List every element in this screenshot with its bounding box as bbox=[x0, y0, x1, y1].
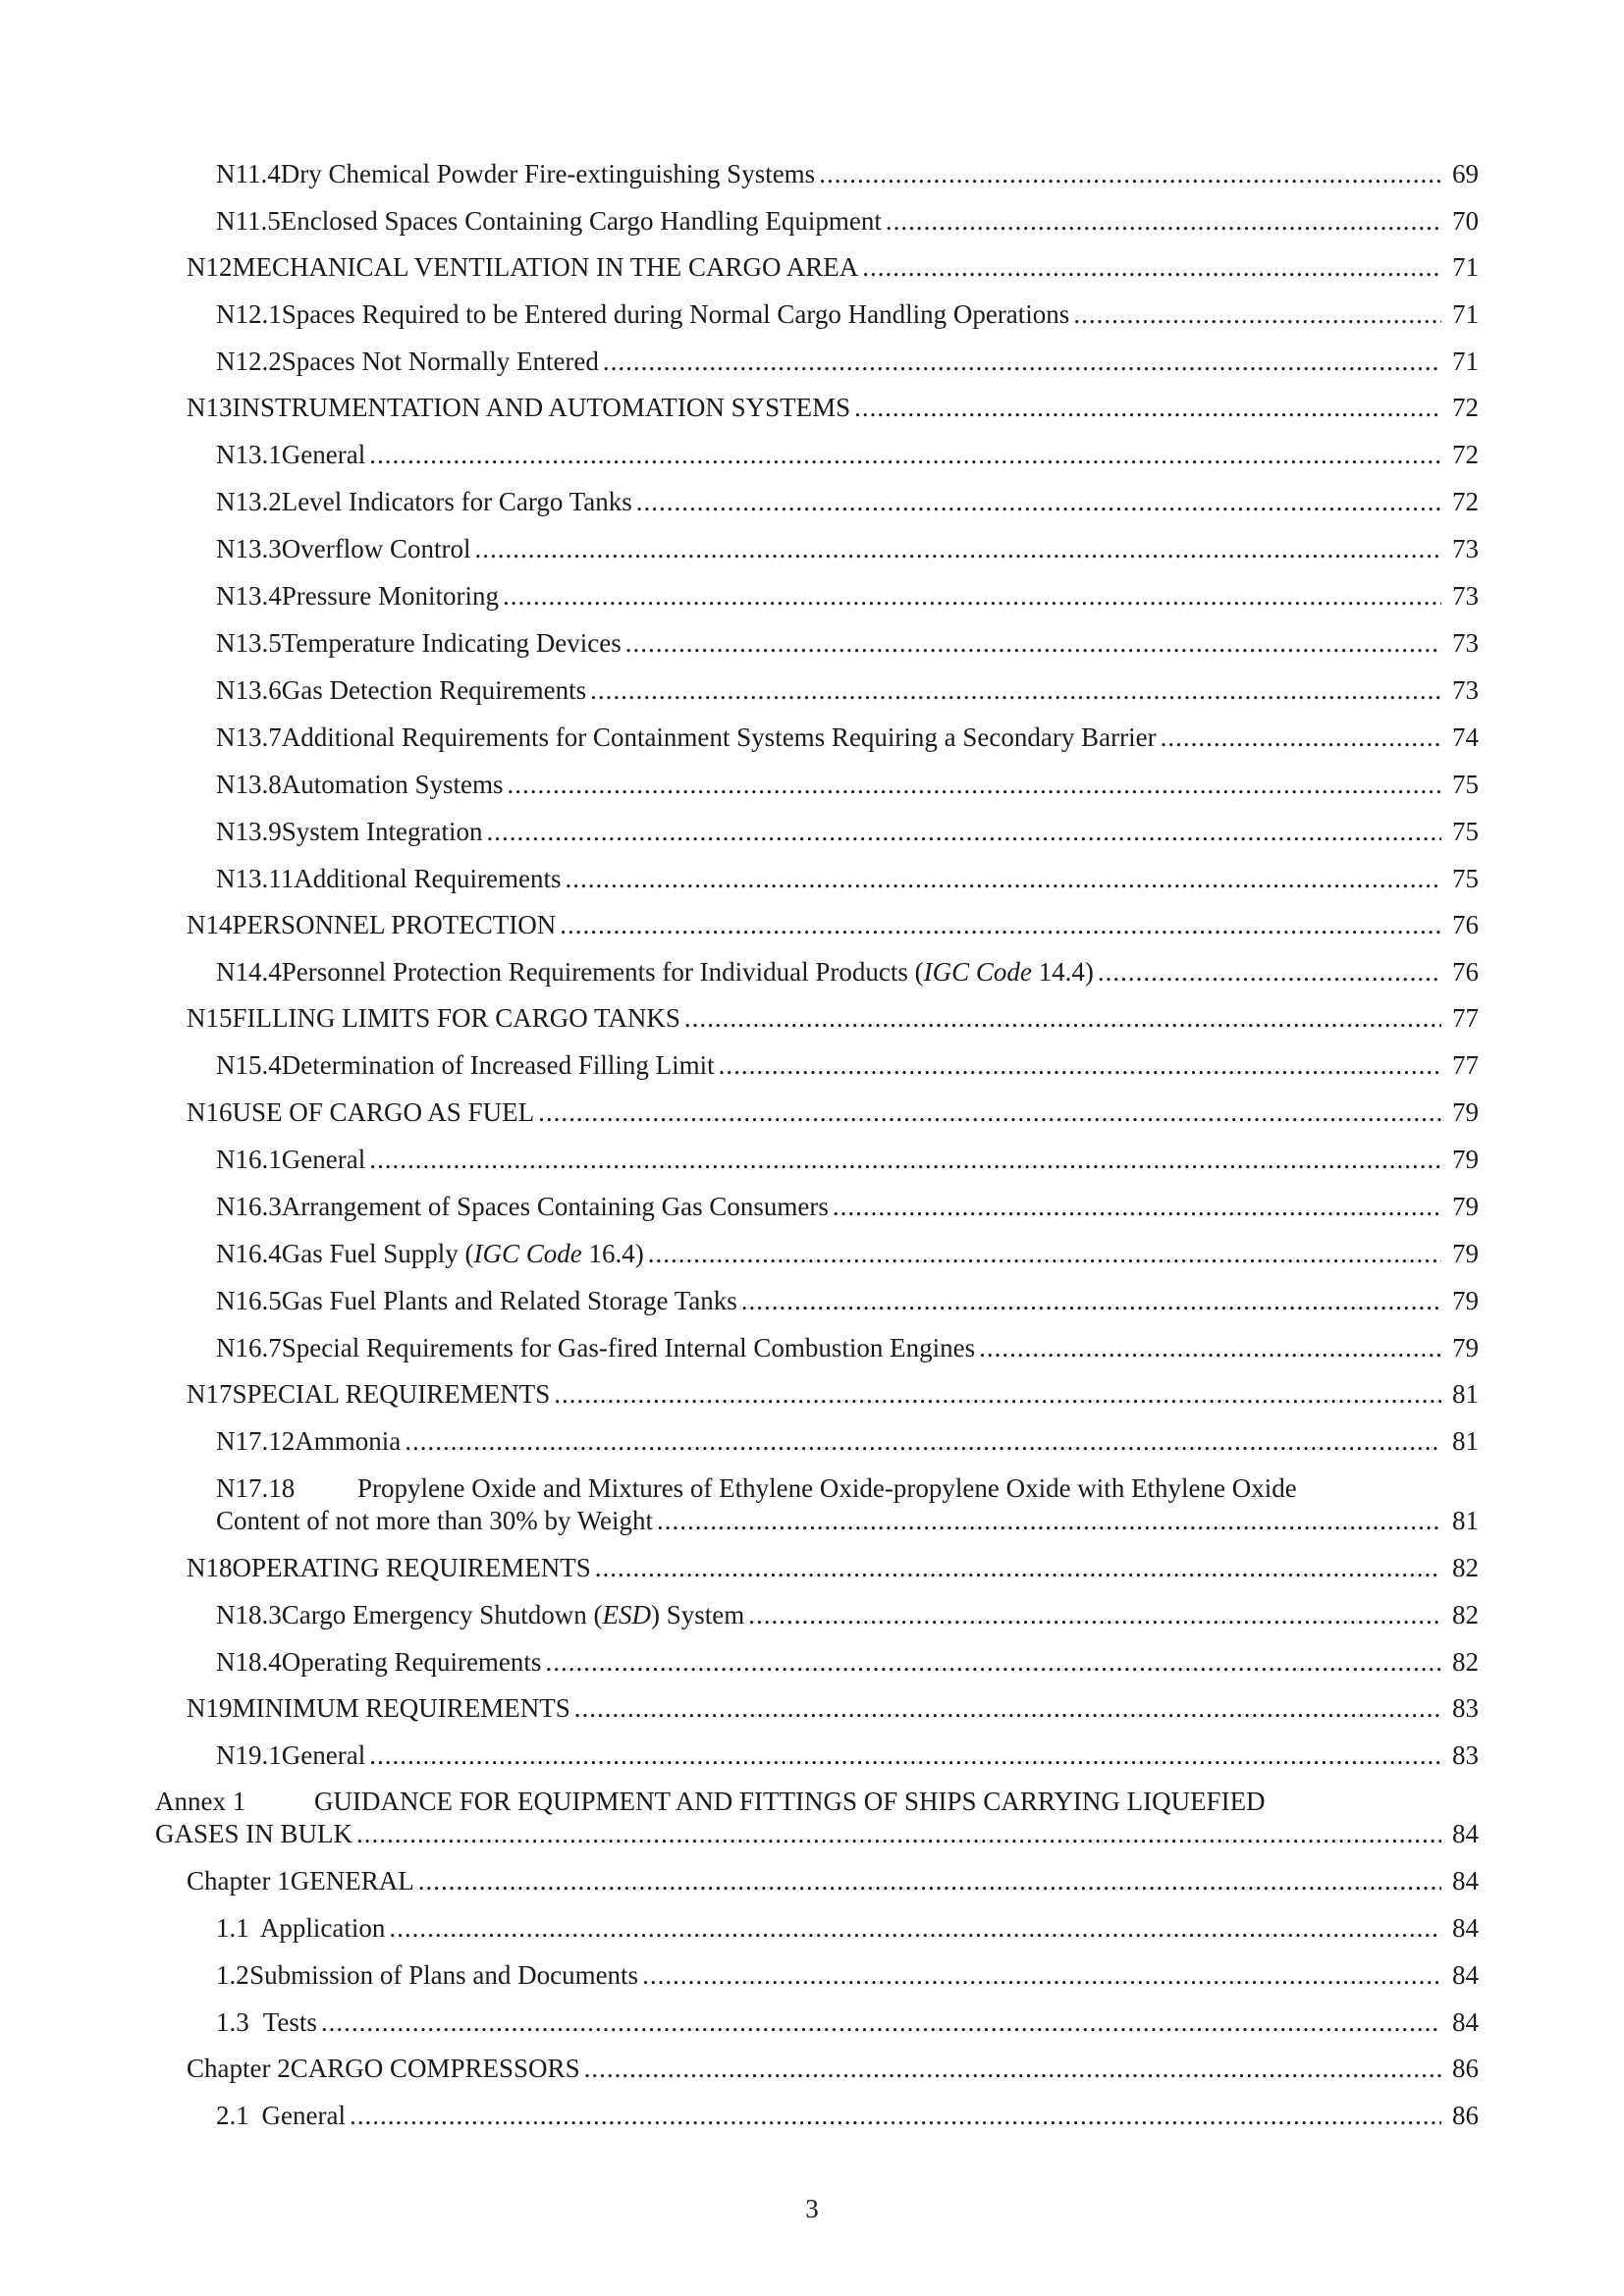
toc-line bbox=[187, 392, 1479, 424]
toc-page: 69 bbox=[1452, 159, 1479, 188]
toc-title-text: GUIDANCE FOR EQUIPMENT AND FITTINGS OF SHIPS CARRYING LIQUEFIED bbox=[314, 1787, 1266, 1816]
toc-entry[interactable] bbox=[0, 1285, 1624, 1317]
toc-entry[interactable] bbox=[0, 580, 1624, 613]
toc-number: N16.3 bbox=[216, 1192, 282, 1221]
toc-entry[interactable] bbox=[0, 1332, 1624, 1364]
toc-number: N18.4 bbox=[216, 1647, 282, 1677]
toc-line bbox=[187, 1378, 1479, 1411]
toc-title bbox=[282, 439, 365, 471]
toc-title-text: Dry Chemical Powder Fire-extinguishing Systems bbox=[280, 159, 816, 188]
toc-title bbox=[282, 1599, 744, 1631]
dot-leader bbox=[648, 1238, 1441, 1270]
toc-number: Chapter 1 bbox=[187, 1866, 291, 1896]
dot-leader bbox=[545, 1646, 1441, 1679]
toc-title-text: Spaces Not Normally Entered bbox=[281, 347, 599, 376]
dot-leader bbox=[854, 392, 1441, 424]
toc-number: Annex 1 bbox=[155, 1787, 246, 1816]
toc-page: 71 bbox=[1452, 252, 1479, 282]
toc-page: 84 bbox=[1452, 1866, 1479, 1896]
toc-number: N13.11 bbox=[216, 864, 295, 893]
toc-entry[interactable] bbox=[0, 1786, 1624, 1850]
dot-leader bbox=[554, 1378, 1441, 1411]
toc-number: N13.6 bbox=[216, 675, 282, 705]
toc-line bbox=[216, 721, 1479, 754]
toc-title bbox=[233, 1692, 570, 1725]
dot-leader bbox=[560, 909, 1441, 941]
toc-title-text: Additional Requirements for Containment Systems Requiring a Secondary Barrier bbox=[281, 722, 1157, 752]
toc-title-text: Spaces Required to be Entered during Normal Cargo Handling Operations bbox=[281, 299, 1070, 329]
toc-title bbox=[233, 909, 557, 941]
toc-number: N17.12 bbox=[216, 1426, 296, 1456]
toc-line bbox=[216, 580, 1479, 613]
toc-page: 81 bbox=[1452, 1426, 1479, 1456]
toc-line bbox=[216, 439, 1479, 471]
toc-title-text: FILLING LIMITS FOR CARGO TANKS bbox=[232, 1003, 680, 1033]
toc-entry[interactable] bbox=[0, 1599, 1624, 1631]
toc-title bbox=[249, 1959, 638, 1992]
toc-title-text: OPERATING REQUIREMENTS bbox=[232, 1553, 591, 1582]
toc-page: 84 bbox=[1452, 2007, 1479, 2037]
toc-entry[interactable] bbox=[0, 1238, 1624, 1270]
toc-number: N14 bbox=[187, 910, 233, 939]
toc-entry[interactable] bbox=[0, 1378, 1624, 1411]
toc-title bbox=[282, 816, 483, 848]
toc-number: N16.1 bbox=[216, 1145, 282, 1174]
toc-entry[interactable] bbox=[0, 158, 1624, 190]
dot-leader bbox=[657, 1505, 1441, 1537]
toc-page: 70 bbox=[1452, 206, 1479, 236]
toc-title bbox=[291, 1865, 414, 1897]
toc-page: 73 bbox=[1452, 628, 1479, 658]
toc-line bbox=[216, 1739, 1479, 1772]
dot-leader bbox=[369, 1739, 1441, 1772]
toc-page: 77 bbox=[1452, 1050, 1479, 1080]
toc-number: N13.8 bbox=[216, 770, 282, 799]
page-number: 3 bbox=[805, 2194, 819, 2223]
toc-page: 74 bbox=[1452, 722, 1479, 752]
toc-number: N14.4 bbox=[216, 957, 282, 987]
toc-line bbox=[216, 1425, 1479, 1458]
dot-leader bbox=[636, 486, 1441, 518]
toc-line bbox=[216, 1191, 1479, 1223]
toc-title bbox=[282, 674, 586, 707]
toc-title bbox=[282, 346, 599, 378]
toc-page: 86 bbox=[1452, 2101, 1479, 2130]
toc-number: 1.2 bbox=[216, 1960, 249, 1990]
dot-leader bbox=[719, 1049, 1441, 1082]
toc-title-text: Tests bbox=[262, 2007, 317, 2037]
dot-leader bbox=[590, 674, 1441, 707]
toc-page: 76 bbox=[1452, 957, 1479, 987]
toc-page: 79 bbox=[1452, 1239, 1479, 1268]
toc-title bbox=[233, 251, 859, 284]
toc-title bbox=[282, 1191, 829, 1223]
toc-line bbox=[216, 956, 1479, 988]
dot-leader bbox=[418, 1865, 1441, 1897]
toc-entry[interactable] bbox=[0, 2006, 1624, 2039]
toc-entry[interactable] bbox=[0, 1002, 1624, 1035]
toc-page: 75 bbox=[1452, 864, 1479, 893]
toc-page: 79 bbox=[1452, 1192, 1479, 1221]
toc-entry[interactable] bbox=[0, 2100, 1624, 2132]
toc-title-text: MINIMUM REQUIREMENTS bbox=[232, 1693, 570, 1723]
toc-number: N11.4 bbox=[216, 159, 281, 188]
toc-number: N19.1 bbox=[216, 1740, 282, 1770]
toc-page: 79 bbox=[1452, 1097, 1479, 1127]
dot-leader bbox=[350, 2100, 1441, 2132]
toc-entry[interactable] bbox=[0, 346, 1624, 378]
toc-entry[interactable] bbox=[0, 1472, 1624, 1537]
toc-number: N18 bbox=[187, 1553, 233, 1582]
toc-title-text: Ammonia bbox=[295, 1426, 402, 1456]
toc-number: N15 bbox=[187, 1003, 233, 1033]
toc-title bbox=[233, 1002, 680, 1035]
toc-number: N12.1 bbox=[216, 299, 282, 329]
toc-line bbox=[216, 1646, 1479, 1679]
toc-line bbox=[187, 251, 1479, 284]
toc-line bbox=[155, 1786, 1479, 1818]
toc-title-italic: IGC Code bbox=[923, 957, 1032, 987]
toc-title bbox=[282, 1049, 715, 1082]
toc-title-text: Gas Fuel Supply ( bbox=[281, 1239, 474, 1268]
toc-page: 73 bbox=[1452, 581, 1479, 611]
toc-number: N19 bbox=[187, 1693, 233, 1723]
dot-leader bbox=[603, 346, 1441, 378]
toc-page: 72 bbox=[1452, 487, 1479, 516]
toc-page: 72 bbox=[1452, 393, 1479, 422]
toc-number: Chapter 2 bbox=[187, 2054, 291, 2083]
toc-title-text: Overflow Control bbox=[281, 534, 471, 563]
toc-number: N13.9 bbox=[216, 817, 282, 846]
toc-entry[interactable] bbox=[0, 1865, 1624, 1897]
dot-leader bbox=[741, 1285, 1441, 1317]
toc-title-text: Propylene Oxide and Mixtures of Ethylene Oxide-propylene Oxide with Ethylene Oxide bbox=[357, 1473, 1297, 1503]
toc-entry[interactable] bbox=[0, 1692, 1624, 1725]
toc-title bbox=[282, 956, 1094, 988]
toc-page: 71 bbox=[1452, 347, 1479, 376]
dot-leader bbox=[1098, 956, 1441, 988]
toc-entry[interactable] bbox=[0, 1144, 1624, 1176]
toc-title-text: Additional Requirements bbox=[294, 864, 562, 893]
toc-number: N16.4 bbox=[216, 1239, 282, 1268]
toc-title-continued: GASES IN BULK bbox=[155, 1819, 353, 1848]
dot-leader bbox=[584, 2053, 1441, 2085]
toc-line bbox=[216, 205, 1479, 238]
toc-title bbox=[282, 533, 471, 565]
toc-line bbox=[187, 2053, 1479, 2085]
toc-title bbox=[282, 1238, 644, 1270]
toc-page: 82 bbox=[1452, 1553, 1479, 1582]
toc-number: N13.3 bbox=[216, 534, 282, 563]
toc-entry[interactable] bbox=[0, 1552, 1624, 1584]
dot-leader bbox=[684, 1002, 1441, 1035]
toc-line bbox=[216, 158, 1479, 190]
toc-entry[interactable] bbox=[0, 1049, 1624, 1082]
toc-title-text-after: 16.4) bbox=[581, 1239, 644, 1268]
toc-line bbox=[216, 1959, 1479, 1992]
toc-entry[interactable] bbox=[0, 533, 1624, 565]
dot-leader bbox=[538, 1096, 1441, 1129]
toc-entry[interactable] bbox=[0, 1096, 1624, 1129]
toc-number: N15.4 bbox=[216, 1050, 282, 1080]
toc-title-text-after: 14.4) bbox=[1031, 957, 1094, 987]
toc-title-text: Cargo Emergency Shutdown ( bbox=[281, 1600, 603, 1629]
toc-line bbox=[216, 1049, 1479, 1082]
toc-entry[interactable] bbox=[0, 909, 1624, 941]
toc-page: 79 bbox=[1452, 1286, 1479, 1315]
toc-title-text: Application bbox=[259, 1913, 386, 1943]
dot-leader bbox=[862, 251, 1441, 284]
toc-title-text: Special Requirements for Gas-fired Internal Combustion Engines bbox=[281, 1333, 976, 1362]
toc-title bbox=[282, 298, 1070, 331]
toc-line bbox=[187, 1865, 1479, 1897]
toc-number: N13.7 bbox=[216, 722, 282, 752]
dot-leader bbox=[595, 1552, 1441, 1584]
toc-title bbox=[314, 1786, 1266, 1818]
toc-number: N12 bbox=[187, 252, 233, 282]
toc-entry[interactable] bbox=[0, 863, 1624, 895]
toc-line bbox=[216, 1144, 1479, 1176]
toc-entry[interactable] bbox=[0, 486, 1624, 518]
toc-title-text: General bbox=[281, 440, 366, 469]
toc-page: 75 bbox=[1452, 770, 1479, 799]
toc-page: 81 bbox=[1452, 1506, 1479, 1535]
toc-title-text: System Integration bbox=[281, 817, 483, 846]
toc-title bbox=[262, 2100, 346, 2132]
toc-entry[interactable] bbox=[0, 627, 1624, 660]
dot-leader bbox=[886, 205, 1441, 238]
toc-entry[interactable] bbox=[0, 674, 1624, 707]
toc-title-text: GENERAL bbox=[290, 1866, 414, 1896]
toc-page: 79 bbox=[1452, 1145, 1479, 1174]
dot-leader bbox=[474, 533, 1441, 565]
dot-leader bbox=[625, 627, 1441, 660]
toc-number: 1.3 bbox=[216, 2007, 249, 2037]
toc-line bbox=[216, 1238, 1479, 1270]
toc-entry[interactable] bbox=[0, 439, 1624, 471]
toc-number: N17.18 bbox=[216, 1473, 296, 1503]
dot-leader bbox=[405, 1425, 1441, 1458]
toc-line bbox=[187, 1002, 1479, 1035]
toc-title-text: Gas Detection Requirements bbox=[281, 675, 587, 705]
dot-leader bbox=[574, 1692, 1441, 1725]
toc-title bbox=[357, 1472, 1297, 1505]
toc-title-text-after: ) System bbox=[650, 1600, 745, 1629]
toc-title-text: Personnel Protection Requirements for Individual Products ( bbox=[281, 957, 924, 987]
toc-title-text: Pressure Monitoring bbox=[281, 581, 499, 611]
toc-entry[interactable] bbox=[0, 956, 1624, 988]
toc-title-text: Gas Fuel Plants and Related Storage Tanks bbox=[281, 1286, 737, 1315]
toc-line bbox=[187, 909, 1479, 941]
toc-title bbox=[282, 627, 622, 660]
toc-entry[interactable] bbox=[0, 816, 1624, 848]
dot-leader bbox=[486, 816, 1441, 848]
dot-leader bbox=[321, 2006, 1441, 2039]
toc-title bbox=[282, 1646, 542, 1679]
toc-title bbox=[233, 1096, 535, 1129]
toc-number: N13.5 bbox=[216, 628, 282, 658]
toc-number: N13.1 bbox=[216, 440, 282, 469]
toc-line bbox=[216, 674, 1479, 707]
toc-entry[interactable] bbox=[0, 1425, 1624, 1458]
toc-title bbox=[291, 2053, 580, 2085]
toc-entry[interactable] bbox=[0, 1191, 1624, 1223]
toc-title bbox=[282, 580, 499, 613]
toc-title bbox=[282, 1285, 737, 1317]
toc-line bbox=[216, 2100, 1479, 2132]
dot-leader bbox=[508, 769, 1441, 801]
toc-title-text: USE OF CARGO AS FUEL bbox=[232, 1097, 535, 1127]
toc-page: 71 bbox=[1452, 299, 1479, 329]
toc-line bbox=[216, 816, 1479, 848]
toc-line bbox=[216, 486, 1479, 518]
dot-leader bbox=[369, 439, 1441, 471]
toc-number: N17 bbox=[187, 1379, 233, 1409]
toc-page: 76 bbox=[1452, 910, 1479, 939]
toc-line-continued bbox=[155, 1818, 1479, 1850]
dot-leader bbox=[1161, 721, 1441, 754]
toc-line bbox=[216, 1912, 1479, 1945]
toc-page: 75 bbox=[1452, 817, 1479, 846]
toc-line bbox=[216, 346, 1479, 378]
dot-leader bbox=[819, 158, 1441, 190]
toc-entry[interactable] bbox=[0, 769, 1624, 801]
dot-leader bbox=[979, 1332, 1441, 1364]
toc-number: 1.1 bbox=[216, 1913, 249, 1943]
toc-title bbox=[282, 1144, 365, 1176]
toc-number: N13.2 bbox=[216, 487, 282, 516]
dot-leader bbox=[369, 1144, 1441, 1176]
toc-title-text: Arrangement of Spaces Containing Gas Consumers bbox=[281, 1192, 829, 1221]
toc-number: N13 bbox=[187, 393, 233, 422]
toc-number: N18.3 bbox=[216, 1600, 282, 1629]
toc-page: 86 bbox=[1452, 2054, 1479, 2083]
toc-title-text: Level Indicators for Cargo Tanks bbox=[281, 487, 632, 516]
toc-line bbox=[216, 298, 1479, 331]
toc-title-italic: ESD bbox=[602, 1600, 651, 1629]
toc-line bbox=[216, 863, 1479, 895]
toc-title bbox=[282, 1332, 975, 1364]
toc-title-continued: Content of not more than 30% by Weight bbox=[216, 1506, 654, 1535]
toc-entry[interactable] bbox=[0, 2053, 1624, 2085]
toc-page: 84 bbox=[1452, 1960, 1479, 1990]
toc-title-text: PERSONNEL PROTECTION bbox=[232, 910, 557, 939]
toc-line bbox=[187, 1552, 1479, 1584]
toc-number: N16.7 bbox=[216, 1333, 282, 1362]
toc-title bbox=[233, 392, 851, 424]
toc-line bbox=[216, 1472, 1479, 1505]
toc-line bbox=[216, 1332, 1479, 1364]
toc-line bbox=[216, 1599, 1479, 1631]
toc-page: 77 bbox=[1452, 1003, 1479, 1033]
toc-title bbox=[260, 1912, 385, 1945]
dot-leader bbox=[833, 1191, 1441, 1223]
dot-leader bbox=[1073, 298, 1441, 331]
toc-title bbox=[263, 2006, 317, 2039]
toc-entry[interactable] bbox=[0, 392, 1624, 424]
toc-title-text: Enclosed Spaces Containing Cargo Handling Equipment bbox=[280, 206, 882, 236]
toc-title-text: SPECIAL REQUIREMENTS bbox=[232, 1379, 551, 1409]
toc-number: N11.5 bbox=[216, 206, 281, 236]
toc-line bbox=[216, 2006, 1479, 2039]
toc-line-continued bbox=[216, 1505, 1479, 1537]
toc-title-italic: IGC Code bbox=[473, 1239, 582, 1268]
toc-title bbox=[281, 205, 882, 238]
toc-entry[interactable] bbox=[0, 1646, 1624, 1679]
toc-title-text: MECHANICAL VENTILATION IN THE CARGO AREA bbox=[232, 252, 859, 282]
toc-title bbox=[282, 721, 1157, 754]
toc-title bbox=[282, 1739, 365, 1772]
toc-title bbox=[281, 158, 815, 190]
dot-leader bbox=[356, 1818, 1441, 1850]
dot-leader bbox=[748, 1599, 1441, 1631]
toc-title-text: Determination of Increased Filling Limit bbox=[281, 1050, 715, 1080]
toc-number: N16 bbox=[187, 1097, 233, 1127]
toc-page: 79 bbox=[1452, 1333, 1479, 1362]
toc-number: N16.5 bbox=[216, 1286, 282, 1315]
toc-page: 84 bbox=[1452, 1819, 1479, 1848]
toc-title-text: INSTRUMENTATION AND AUTOMATION SYSTEMS bbox=[232, 393, 851, 422]
toc-title-text: General bbox=[281, 1740, 366, 1770]
toc-page: 83 bbox=[1452, 1740, 1479, 1770]
dot-leader bbox=[565, 863, 1441, 895]
toc-page: 81 bbox=[1452, 1379, 1479, 1409]
toc-line bbox=[216, 1285, 1479, 1317]
toc-entry[interactable] bbox=[0, 251, 1624, 284]
toc-title-text: CARGO COMPRESSORS bbox=[290, 2054, 580, 2083]
toc-entry[interactable] bbox=[0, 1912, 1624, 1945]
toc-page: 84 bbox=[1452, 1913, 1479, 1943]
dot-leader bbox=[642, 1959, 1441, 1992]
dot-leader bbox=[503, 580, 1441, 613]
toc-number: N12.2 bbox=[216, 347, 282, 376]
toc-title bbox=[233, 1378, 551, 1411]
toc-title-text: Temperature Indicating Devices bbox=[281, 628, 622, 658]
toc-title-text: General bbox=[281, 1145, 366, 1174]
toc-page: 83 bbox=[1452, 1693, 1479, 1723]
toc-number: N13.4 bbox=[216, 581, 282, 611]
toc-entry[interactable] bbox=[0, 1959, 1624, 1992]
toc-line bbox=[216, 769, 1479, 801]
toc-entry[interactable] bbox=[0, 205, 1624, 238]
toc-number: 2.1 bbox=[216, 2101, 249, 2130]
toc-entry[interactable] bbox=[0, 721, 1624, 754]
dot-leader bbox=[389, 1912, 1441, 1945]
toc-line bbox=[187, 1692, 1479, 1725]
toc-entry[interactable] bbox=[0, 298, 1624, 331]
toc-title-text: Operating Requirements bbox=[281, 1647, 542, 1677]
toc-title-text: Submission of Plans and Documents bbox=[249, 1960, 639, 1990]
toc-title bbox=[282, 486, 632, 518]
toc-line bbox=[216, 627, 1479, 660]
toc-title-text: Automation Systems bbox=[281, 770, 504, 799]
toc-page: 73 bbox=[1452, 534, 1479, 563]
toc-page: 73 bbox=[1452, 675, 1479, 705]
toc-page: 72 bbox=[1452, 440, 1479, 469]
toc-title bbox=[295, 1425, 401, 1458]
toc-title-text: General bbox=[261, 2101, 346, 2130]
toc-title bbox=[233, 1552, 591, 1584]
toc-line bbox=[187, 1096, 1479, 1129]
toc-entry[interactable] bbox=[0, 1739, 1624, 1772]
toc-line bbox=[216, 533, 1479, 565]
toc-page: 82 bbox=[1452, 1647, 1479, 1677]
toc-title bbox=[282, 769, 504, 801]
toc-title bbox=[294, 863, 561, 895]
toc-page: 82 bbox=[1452, 1600, 1479, 1629]
